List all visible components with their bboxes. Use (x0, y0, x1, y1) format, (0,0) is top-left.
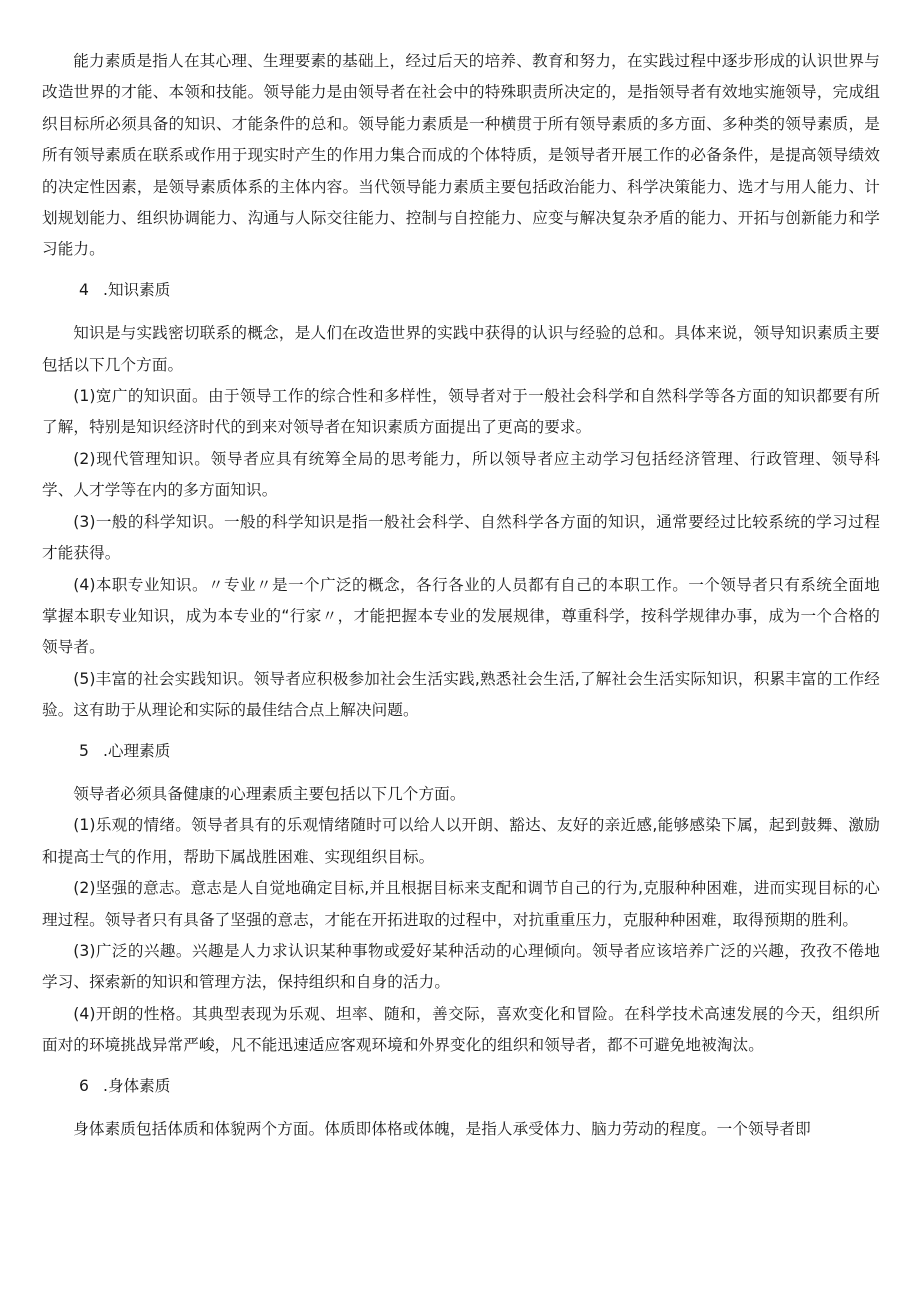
paragraph-psychology-item-3: (3)广泛的兴趣。兴趣是人力求认识某种事物或爱好某种活动的心理倾向。领导者应该培养广泛的兴趣，孜孜不倦地学习、探索新的知识和管理方法，保持组织和自身的活力。 (42, 941, 880, 992)
paragraph-psychology-item-2: (2)坚强的意志。意志是人自觉地确定目标,并且根据目标来支配和调节自己的行为,克服种种困难，进而实现目标的心理过程。领导者只有具备了坚强的意志，才能在开拓进取的过程中，对抗重重压力，克服种种困难，取得预期的胜利。 (42, 879, 880, 929)
paragraph-knowledge-item-5: (5)丰富的社会实践知识。领导者应积极参加社会生活实践,熟悉社会生活,了解社会生活实际知识，积累丰富的工作经验。这有助于从理论和实际的最佳结合点上解决问题。 (42, 669, 880, 720)
heading-number: 5 (79, 741, 89, 760)
heading-title: .身体素质 (103, 1076, 171, 1095)
paragraph-knowledge-item-2: (2)现代管理知识。领导者应具有统筹全局的思考能力，所以领导者应主动学习包括经济管理、行政管理、领导科学、人才学等在内的多方面知识。 (42, 449, 880, 500)
heading-number: 6 (79, 1076, 89, 1095)
heading-number: 4 (79, 280, 89, 299)
paragraph-psychology-item-1: (1)乐观的情绪。领导者具有的乐观情绪随时可以给人以开朗、豁达、友好的亲近感,能够感染下属，起到鼓舞、激励和提高士气的作用，帮助下属战胜困难、实现组织目标。 (42, 816, 880, 866)
paragraph-knowledge-item-1: (1)宽广的知识面。由于领导工作的综合性和多样性，领导者对于一般社会科学和自然科学等各方面的知识都要有所了解，特别是知识经济时代的到来对领导者在知识素质方面提出了更高的要求。 (42, 387, 880, 437)
heading-title: .知识素质 (103, 280, 171, 299)
heading-body (42, 1071, 880, 1102)
paragraph-knowledge-intro: 知识是与实践密切联系的概念，是人们在改造世界的实践中获得的认识与经验的总和。具体来说，领导知识素质主要包括以下几个方面。 (42, 324, 880, 374)
paragraph-ability: 能力素质是指人在其心理、生理要素的基础上，经过后天的培养、教育和努力，在实践过程中逐步形成的认识世界与改造世界的才能、本领和技能。领导能力是由领导者在社会中的特殊职责所决定的，是指领导者有效地实施领导，完成组织目标所必须具备的知识、才能条件的总和。领导能力素质是一种横贯于所有领导素质的多方面、多种类的领导素质，是所有领导素质在联系或作用于现实时产生的作用力集合而成的个体特质，是领导者开展工作的必备条件，是提高领导绩效的决定性因素，是领导素质体系的主体内容。当代领导能力素质主要包括政治能力、科学决策能力、选才与用人能力、计划规划能力、组织协调能力、沟通与人际交往能力、控制与自控能力、应变与解决复杂矛盾的能力、开拓与创新能力和学习能力。 (42, 52, 880, 259)
heading-title: .心理素质 (103, 741, 171, 760)
paragraph-body: 身体素质包括体质和体貌两个方面。体质即体格或体魄，是指人承受体力、脑力劳动的程度。一个领导者即 (73, 1120, 811, 1138)
paragraph-knowledge-item-4: (4)本职专业知识。〃专业〃是一个广泛的概念，各行各业的人员都有自己的本职工作。一个领导者只有系统全面地掌握本职专业知识，成为本专业的“行家〃，才能把握本专业的发展规律，尊重科学，按科学规律办事，成为一个合格的领导者。 (42, 575, 880, 657)
paragraph-psychology-intro: 领导者必须具备健康的心理素质主要包括以下几个方面。 (73, 784, 466, 803)
paragraph-knowledge-item-3: (3)一般的科学知识。一般的科学知识是指一般社会科学、自然科学各方面的知识，通常要经过比较系统的学习过程才能获得。 (42, 512, 880, 563)
paragraph-psychology-item-4: (4)开朗的性格。其典型表现为乐观、坦率、随和，善交际，喜欢变化和冒险。在科学技术高速发展的今天，组织所面对的环境挑战异常严峻，凡不能迅速适应客观环境和外界变化的组织和领导者，都不可避免地被淘汰。 (42, 1004, 880, 1055)
heading-psychology (42, 736, 880, 767)
heading-knowledge (42, 275, 880, 306)
